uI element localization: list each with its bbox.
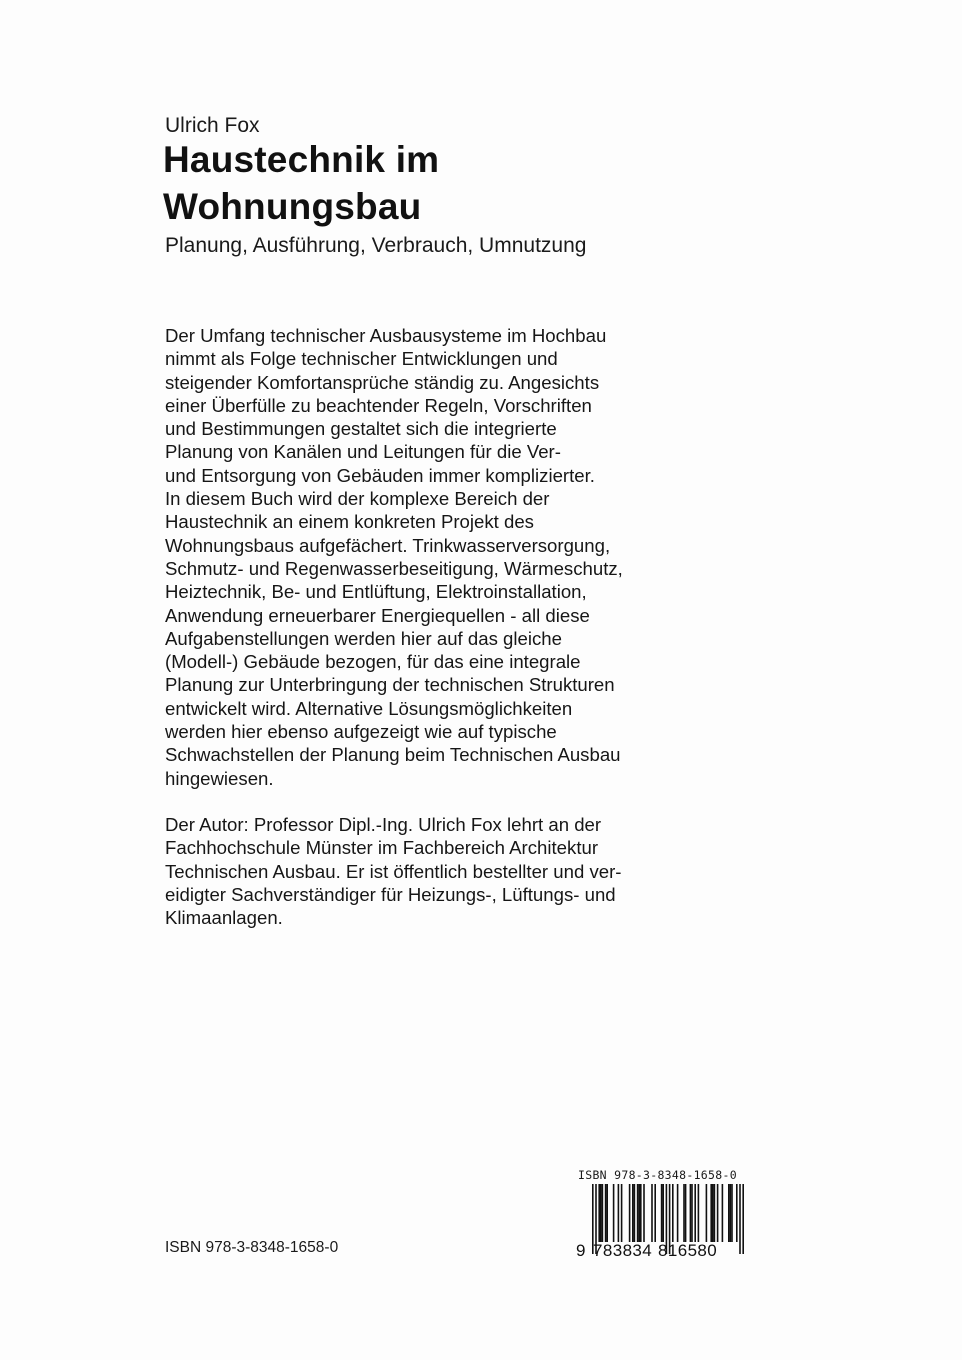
book-title bbox=[163, 136, 439, 230]
blurb-line: und Bestimmungen gestaltet sich die integrierte bbox=[165, 418, 557, 440]
barcode-bar bbox=[661, 1184, 663, 1242]
barcode-bar bbox=[613, 1184, 615, 1242]
barcode-bar bbox=[621, 1184, 623, 1242]
blurb-line: Anwendung erneuerbarer Energiequellen - all diese bbox=[165, 604, 590, 626]
barcode-bar bbox=[683, 1184, 685, 1242]
barcode-bar bbox=[706, 1184, 708, 1242]
blurb-line: werden hier ebenso aufgezeigt wie auf typische bbox=[165, 721, 557, 743]
blurb-line: Schmutz- und Regenwasserbeseitigung, Wärmeschutz, bbox=[165, 557, 623, 579]
bio-line: Klimaanlagen. bbox=[165, 907, 283, 929]
barcode-guard-bar bbox=[739, 1184, 741, 1254]
author-bio-paragraph bbox=[165, 813, 685, 929]
barcode-bar bbox=[730, 1184, 732, 1242]
blurb-line: Planung zur Unterbringung der technischen Strukturen bbox=[165, 674, 615, 696]
blurb-line: nimmt als Folge technischer Entwicklungen und bbox=[165, 348, 558, 370]
barcode-bar bbox=[712, 1184, 714, 1242]
blurb-line: Der Umfang technischer Ausbausysteme im Hochbau bbox=[165, 325, 607, 346]
barcode-bar bbox=[736, 1184, 738, 1242]
title-line: Haustechnik im bbox=[163, 139, 440, 180]
blurb-line: Planung von Kanälen und Leitungen für die Ver- bbox=[165, 441, 561, 463]
barcode-guard-bar bbox=[742, 1184, 744, 1254]
barcode-left-digits: 783834 bbox=[593, 1241, 653, 1260]
bio-line: eidigter Sachverständiger für Heizungs-, Lüftungs- und bbox=[165, 883, 616, 905]
barcode-bar bbox=[632, 1184, 634, 1242]
blurb-paragraph bbox=[165, 324, 685, 790]
isbn-label: ISBN 978-3-8348-1658-0 bbox=[165, 1239, 339, 1256]
barcode-bar bbox=[717, 1184, 719, 1242]
barcode-bar bbox=[637, 1184, 639, 1242]
blurb-line: Wohnungsbaus aufgefächert. Trinkwasserversorgung, bbox=[165, 534, 611, 556]
barcode-bar bbox=[690, 1184, 692, 1242]
barcode-bar bbox=[598, 1184, 600, 1242]
book-subtitle: Planung, Ausführung, Verbrauch, Umnutzung bbox=[165, 234, 587, 257]
barcode-isbn-text: ISBN 978-3-8348-1658-0 bbox=[578, 1168, 737, 1182]
barcode-bar bbox=[618, 1184, 620, 1242]
barcode-bar bbox=[728, 1184, 730, 1242]
author-name: Ulrich Fox bbox=[165, 114, 260, 137]
barcode-bar bbox=[672, 1184, 674, 1242]
barcode-bar bbox=[638, 1184, 640, 1242]
barcode-lead-digit: 9 bbox=[576, 1241, 586, 1260]
barcode-bar bbox=[731, 1184, 733, 1242]
title-line: Wohnungsbau bbox=[163, 186, 422, 227]
blurb-line: hingewiesen. bbox=[165, 767, 274, 789]
bio-line: Fachhochschule Münster im Fachbereich Architektur bbox=[165, 837, 599, 859]
barcode-bar bbox=[677, 1184, 679, 1242]
blurb-line: Heiztechnik, Be- und Entlüftung, Elektroinstallation, bbox=[165, 581, 587, 603]
barcode-bar bbox=[606, 1184, 608, 1242]
blurb-line: einer Überfülle zu beachtender Regeln, Vorschriften bbox=[165, 394, 592, 416]
barcode-bar bbox=[629, 1184, 631, 1242]
barcode-bar bbox=[685, 1184, 687, 1242]
blurb-line: und Entsorgung von Gebäuden immer komplizierter. bbox=[165, 464, 595, 486]
blurb-line: Haustechnik an einem konkreten Projekt des bbox=[165, 511, 534, 533]
barcode-bar bbox=[722, 1184, 724, 1242]
barcode-bar bbox=[662, 1184, 664, 1242]
barcode-bar bbox=[605, 1184, 607, 1242]
barcode-bar bbox=[600, 1184, 602, 1242]
barcode-bar bbox=[640, 1184, 642, 1242]
isbn-barcode bbox=[575, 1168, 755, 1268]
barcode-bar bbox=[714, 1184, 716, 1242]
blurb-line: (Modell-) Gebäude bezogen, für das eine integrale bbox=[165, 651, 581, 673]
blurb-line: In diesem Buch wird der komplexe Bereich der bbox=[165, 488, 550, 510]
blurb-line: Schwachstellen der Planung beim Technischen Ausbau bbox=[165, 744, 621, 766]
barcode-right-digits: 816580 bbox=[658, 1241, 718, 1260]
barcode-bar bbox=[651, 1184, 653, 1242]
barcode-bar bbox=[698, 1184, 700, 1242]
blurb-line: steigender Komfortansprüche ständig zu. Angesichts bbox=[165, 371, 600, 393]
barcode-bar bbox=[602, 1184, 604, 1242]
bio-line: Der Autor: Professor Dipl.-Ing. Ulrich Fox lehrt an der bbox=[165, 814, 602, 835]
blurb-line: Aufgabenstellungen werden hier auf das gleiche bbox=[165, 627, 562, 649]
barcode-bar bbox=[691, 1184, 693, 1242]
blurb-line: entwickelt wird. Alternative Lösungsmöglichkeiten bbox=[165, 697, 573, 719]
bio-line: Technischen Ausbau. Er ist öffentlich bestellter und ver- bbox=[165, 860, 622, 882]
barcode-bar bbox=[694, 1184, 696, 1242]
barcode-bar bbox=[654, 1184, 656, 1242]
barcode-bar bbox=[710, 1184, 712, 1242]
barcode-bar bbox=[643, 1184, 645, 1242]
barcode-bar bbox=[634, 1184, 636, 1242]
